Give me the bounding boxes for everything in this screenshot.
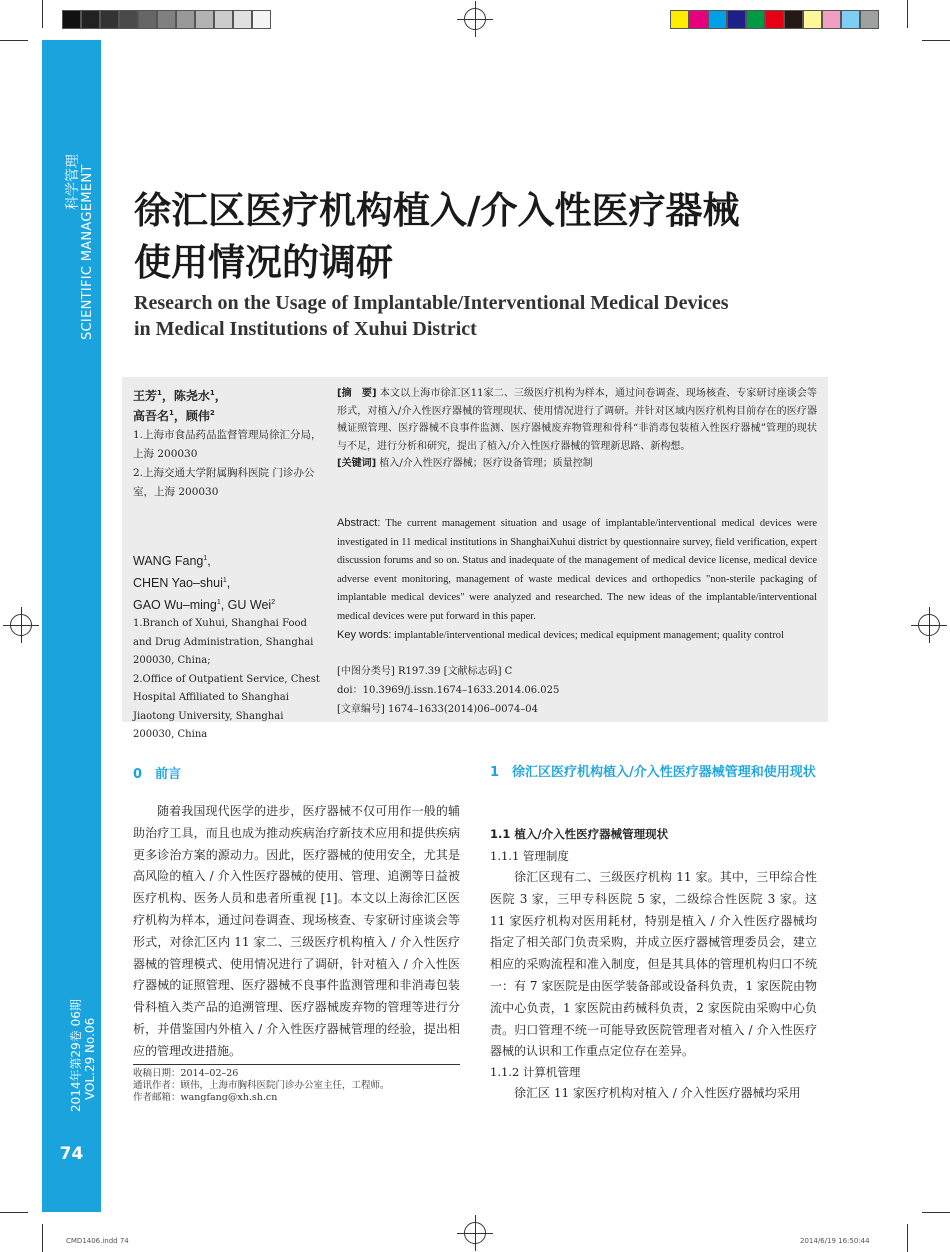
print-slug-file: CMD1406.indd 74	[66, 1237, 129, 1245]
abstract-cn-label: [摘 要]	[337, 388, 377, 399]
keywords-en: implantable/interventional medical devices; medical equipment management; quality control	[394, 630, 784, 641]
keywords-cn-label: [关键词]	[337, 458, 377, 470]
author-name: WANG Fang	[133, 554, 204, 569]
doi: doi：10.3969/j.issn.1674–1633.2014.06.025	[337, 685, 560, 696]
author-name: CHEN Yao–shui	[133, 576, 223, 591]
author-name: ，顾伟	[173, 409, 210, 423]
abstract-cn	[337, 385, 817, 473]
title-cn	[134, 185, 834, 289]
issue-en: VOL.29 No.06	[83, 1017, 97, 1100]
keywords-cn: 植入/介入性医疗器械；医疗设备管理；质量控制	[379, 458, 593, 470]
affiliation-en-2: 2.Office of Outpatient Service, Chest Hospital Affiliated to Shanghai Jiaotong University, Shanghai 200030, China	[133, 673, 320, 741]
author-name: GAO Wu–ming	[133, 598, 217, 613]
author-email: 作者邮箱：wangfang@xh.sh.cn	[133, 1092, 278, 1103]
affiliation-en-1: 1.Branch of Xuhui, Shanghai Food and Drug Administration, Shanghai 200030, China;	[133, 618, 314, 667]
section0-paragraph: 随着我国现代医学的进步，医疗器械不仅可用作一般的辅助治疗工具，而且也成为推动疾病治疗新技术应用和提供疾病更多诊治方案的源动力。因此，医疗器械的使用安全，尤其是高风险的植入 / 介入性医疗器械的使用、管理、追溯等日益被医疗机构、医务人员和患者所重视 [1]。本文以上海徐汇区医疗机构为样本，通过问卷调查、现场核查、专家研讨座谈会等形式，对徐汇区内 11 家二、三级医疗机构植入 / 介入性医疗器械的管理模式、使用情况进行了调研，针对植入 / 介入性医疗器械的证照管理、医疗器械不良事件监测管理和非消毒包装骨科植入类产品的追溯管理、医疗器械废弃物的管理等进行分析，并借鉴国内外植入 / 介入性医疗器械管理的经验，提出相应的管理改进措施。	[133, 804, 460, 1058]
abstract-en-text: The current management situation and usage of implantable/interventional medical devices were investigated in 11 medical institutions in ShanghaiXuhui district by questionnaire survey, field verification, expert discussion forums and so on. Status and inadequate of the management of medical device license, medical device adverse event monitoring, management of waste medical devices and orthopedics "non-sterile packaging of implantable medical devices" were analyzed and researched. The new ideas of the implantable/interventional medical devices were put forward in this paper.	[337, 518, 817, 622]
author-name: , GU Wei	[220, 598, 272, 613]
affiliation-cn-2: 2.上海交通大学附属胸科医院 门诊办公室，上海 200030	[133, 467, 315, 498]
section0-heading: 0 前言	[133, 767, 182, 782]
abstract-en-label: Abstract:	[337, 517, 381, 529]
page-number: 74	[59, 1144, 84, 1164]
registration-mark-bottom	[464, 1222, 486, 1244]
author-name: ，陈尧水	[161, 389, 210, 403]
title-en-line1: Research on the Usage of Implantable/Interventional Medical Devices	[134, 292, 729, 314]
title-cn-line1: 徐汇区医疗机构植入/介入性医疗器械	[134, 189, 740, 232]
section1-paragraph-1: 徐汇区现有二、三级医疗机构 11 家。其中，三甲综合性医院 3 家，三甲专科医院 5 家，二级综合性医院 3 家。这 11 家医疗机构对医用耗材，特别是植入 / 介入性医疗器械均指定了相关部门负责采购，并成立医疗器械管理委员会，建立相应的采购流程和准入制度，但是其具体的管理机构归口不统一：有 7 家医院是由医学装备部或设备科负责，1 家医院由物流中心负责，1 家医院由药械科负责，2 家医院由采购中心负责。归口管理不统一可能导致医院管理者对植入 / 介入性医疗器械的认识和工作重点定位存在差异。	[490, 870, 817, 1059]
title-cn-line2: 使用情况的调研	[134, 241, 393, 284]
section1-heading: 1 徐汇区医疗机构植入/介入性医疗器械管理和使用现状	[490, 765, 816, 780]
affiliation-cn-1: 1.上海市食品药品监督管理局徐汇分局，上海 200030	[133, 429, 322, 460]
title-en-line2: in Medical Institutions of Xuhui District	[134, 318, 477, 340]
corresponding-author: 通讯作者：顾伟，上海市胸科医院门诊办公室主任，工程师。	[133, 1080, 390, 1091]
subsection-1-1-1: 1.1.1 管理制度	[490, 849, 569, 863]
subsection-1-1: 1.1 植入/介入性医疗器械管理现状	[490, 827, 669, 841]
abstract-cn-text: 本文以上海市徐汇区11家二、三级医疗机构为样本，通过问卷调查、现场核查、专家研讨座谈会等形式，对植入/介入性医疗器械的管理现状、使用情况进行了调研。并针对区域内医疗机构目前存在的医疗器械证照管理、医疗器械不良事件监测、医疗器械废弃物管理和骨科“非消毒包装植入性医疗器械”管理的现状与不足，进行分析和研究，提出了植入/介入性医疗器械的管理新思路、新构想。	[337, 388, 817, 452]
footnotes	[133, 1068, 463, 1104]
authors-cn: 王芳$^1$，陈尧水$^1$， 高吾名$^1$，顾伟$^2$ 1.上海市食品药品监督管理局徐汇分局，上海 200030 2.上海交通大学附属胸科医院 门诊办公室，上海 200030	[133, 385, 328, 502]
authors-en: WANG Fang$^1$, CHEN Yao–shui$^1$, GAO Wu–ming$^1$, GU Wei$^2$ 1.Branch of Xuhui, Shanghai Food and Drug Administration, Shanghai 200030, China; 2.Office of Outpatient Service, Chest Hospital Affiliated to Shanghai Jiaotong University, Shanghai 200030, China	[133, 549, 325, 745]
classification-info	[337, 662, 817, 719]
registration-mark-right	[918, 614, 940, 636]
article-number: [文章编号] 1674–1633(2014)06–0074–04	[337, 704, 539, 715]
author-name: 王芳	[133, 389, 158, 403]
registration-mark-left	[10, 614, 32, 636]
registration-mark-top	[464, 8, 486, 30]
section1-paragraph-2: 徐汇区 11 家医疗机构对植入 / 介入性医疗器械均采用	[514, 1086, 801, 1100]
issue-cn: 2014年第29卷 06期	[69, 999, 83, 1112]
received-date: 收稿日期：2014–02–26	[133, 1068, 239, 1079]
journal-name-cn: 科学管理	[65, 154, 81, 210]
clc-number: [中图分类号] R197.39 [文献标志码] C	[337, 666, 513, 677]
footnote-divider	[133, 1064, 460, 1065]
abstract-en	[337, 514, 817, 646]
keywords-en-label: Key words:	[337, 629, 392, 641]
author-name: 高吾名	[133, 409, 170, 423]
subsection-1-1-2: 1.1.2 计算机管理	[490, 1065, 581, 1079]
title-en	[134, 290, 834, 342]
journal-name-en: SCIENTIFIC MANAGEMENT	[80, 164, 95, 340]
print-slug-time: 2014/6/19 16:50:44	[800, 1237, 870, 1245]
